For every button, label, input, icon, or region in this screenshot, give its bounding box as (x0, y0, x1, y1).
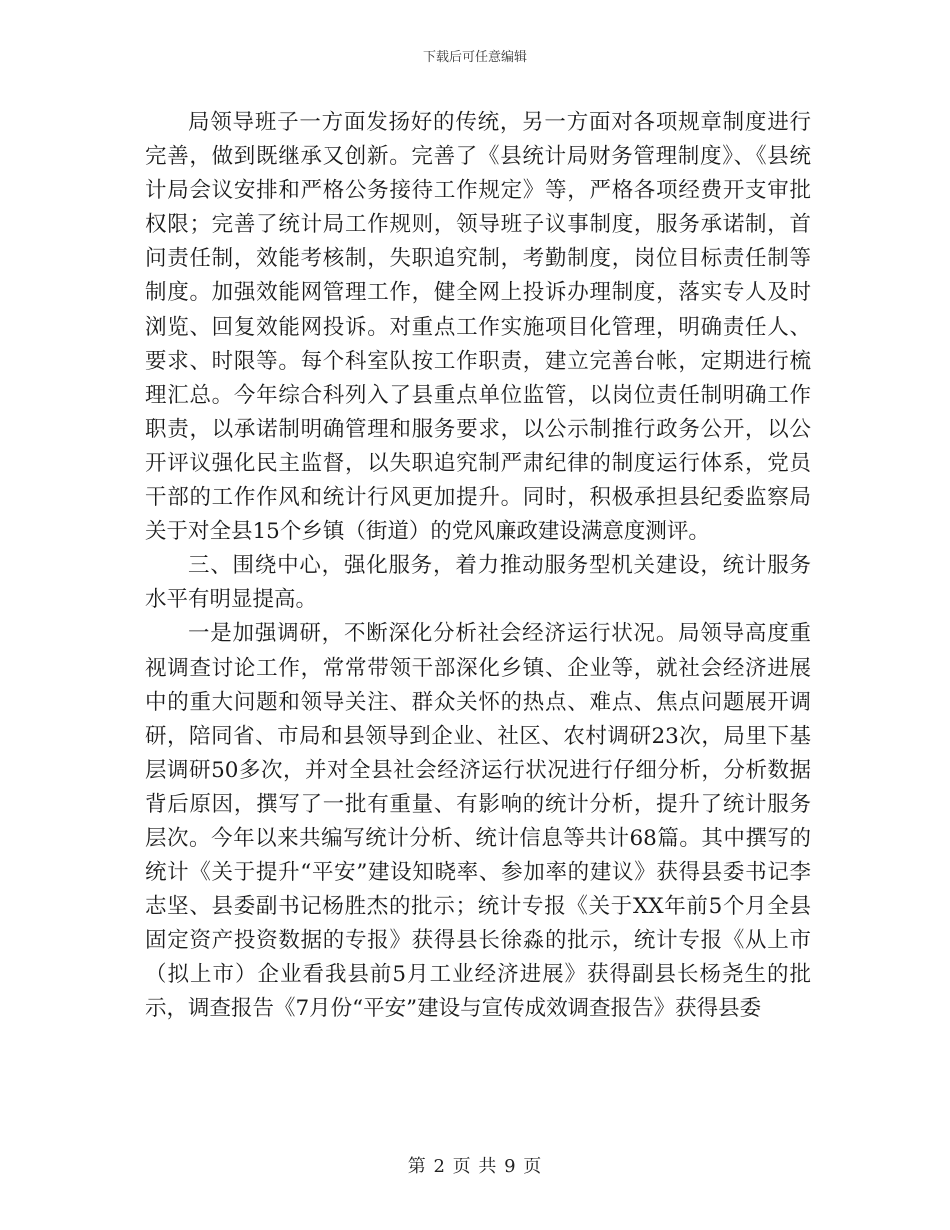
page-header-note: 下载后可任意编辑 (422, 50, 527, 65)
paragraph-section-three-heading: 三、围绕中心，强化服务，着力推动服务型机关建设，统计服务水平有明显提高。 (145, 553, 811, 613)
paragraph-rules-system: 局领导班子一方面发扬好的传统，另一方面对各项规章制度进行完善，做到既继承又创新。完善了《县统计局财务管理制度》、《县统计局会议安排和严格公务接待工作规定》等，严格各项经费开支审批权限；完善了统计局工作规则，领导班子议事制度，服务承诺制，首问责任制，效能考核制，失职追究制，考勤制度，岗位目标责任制等制度。加强效能网管理工作，健全网上投诉办理制度，落实专人及时浏览、回复效能网投诉。对重点工作实施项目化管理，明确责任人、要求、时限等。每个科室队按工作职责，建立完善台帐，定期进行梳理汇总。今年综合科列入了县重点单位监管，以岗位责任制明确工作职责，以承诺制明确管理和服务要求，以公示制推行政务公开，以公开评议强化民主监督，以失职追究制严肃纪律的制度运行体系，党员干部的工作作风和统计行风更加提升。同时，积极承担县纪委监察局关于对全县15个乡镇（街道）的党风廉政建设满意度测评。 (145, 110, 811, 545)
document-body (145, 106, 811, 1027)
paragraph-research-analysis: 一是加强调研，不断深化分析社会经济运行状况。局领导高度重视调查讨论工作，常常带领干部深化乡镇、企业等，就社会经济进展中的重大问题和领导关注、群众关怀的热点、难点、焦点问题展开调研，陪同省、市局和县领导到企业、社区、农村调研23次，局里下基层调研50多次，并对全县社会经济运行状况进行仔细分析，分析数据背后原因，撰写了一批有重量、有影响的统计分析，提升了统计服务层次。今年以来共编写统计分析、统计信息等共计68篇。其中撰写的统计《关于提升“平安”建设知晓率、参加率的建议》获得县委书记李志坚、县委副书记杨胜杰的批示；统计专报《关于XX年前5个月全县固定资产投资数据的专报》获得县长徐淼的批示，统计专报《从上市（拟上市）企业看我县前5月工业经济进展》获得副县长杨尧生的批示，调查报告《7月份“平安”建设与宣传成效调查报告》获得县委 (145, 621, 811, 1022)
page-number: 第 2 页 共 9 页 (407, 1156, 543, 1177)
